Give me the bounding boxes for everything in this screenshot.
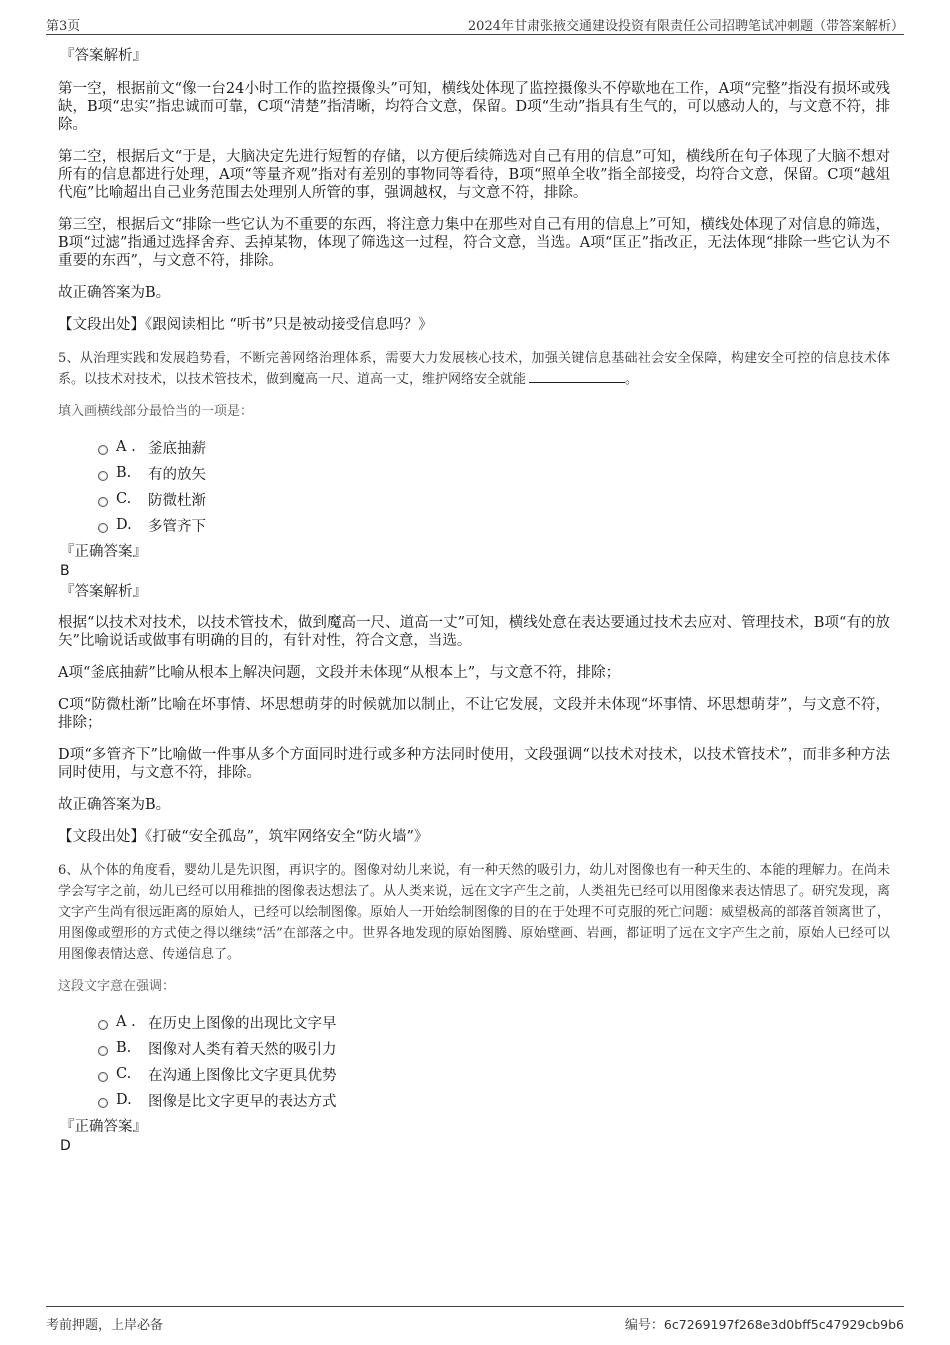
option-c[interactable]	[98, 486, 890, 512]
analysis-paragraph: C项“防微杜渐”比喻在坏事情、坏思想萌芽的时候就加以制止，不让它发展，文段并未体现“坏事情、坏思想萌芽”，与文意不符，排除；	[58, 697, 890, 731]
question-stem: 5、从治理实践和发展趋势看，不断完善网络治理体系，需要大力发展核心技术，加强关键信息基础社会安全保障，构建安全可控的信息技术体系。以技术对技术，以技术管技术，做到魔高一尺、道高一丈，维护网络安全就能	[58, 351, 890, 387]
correct-answer-label: 『正确答案』	[60, 1119, 147, 1135]
code-value: 6c7269197f268e3d0bff5c47929cb9b6	[663, 1317, 904, 1332]
page-content	[58, 46, 890, 1155]
analysis-paragraph: 第一空，根据前文“像一台24小时工作的监控摄像头”可知，横线处体现了监控摄像头不停歇地在工作，A项“完整”指没有损坏或残缺，B项“忠实”指忠诚而可靠，C项“清楚”指清晰，均符合文意，保留。D项“生动”指具有生气的，可以感动人的，与文意不符，排除。	[58, 81, 890, 133]
option-letter: C.	[116, 1066, 132, 1082]
analysis-label: 『答案解析』	[60, 48, 147, 64]
analysis-paragraph: 根据“以技术对技术，以技术管技术，做到魔高一尺、道高一丈”可知，横线处意在表达要通过技术去应对、管理技术，B项“有的放矢”比喻说话或做事有明确的目的，有针对性，符合文意，当选。	[58, 615, 890, 649]
question-prompt: 填入画横线部分最恰当的一项是：	[58, 404, 254, 419]
source-reference: 【文段出处】《跟阅读相比 “听书”只是被动接受信息吗？》	[58, 317, 433, 333]
answer-conclusion: 故正确答案为B。	[58, 797, 171, 813]
option-letter: A .	[116, 439, 136, 455]
option-text: 多管齐下	[148, 518, 206, 535]
correct-answer: B	[60, 563, 70, 579]
option-letter: C.	[116, 491, 132, 507]
option-text: 釜底抽薪	[148, 440, 206, 457]
option-b[interactable]	[98, 1035, 890, 1061]
option-a[interactable]	[98, 1009, 890, 1035]
option-text: 防微杜渐	[148, 492, 206, 509]
option-letter: B.	[116, 465, 132, 481]
page-footer	[46, 1306, 904, 1337]
option-b[interactable]	[98, 460, 890, 486]
option-d[interactable]	[98, 1087, 890, 1113]
correct-answer: D	[60, 1138, 71, 1154]
correct-answer-label: 『正确答案』	[60, 544, 147, 560]
option-letter: D.	[116, 517, 132, 533]
radio-icon[interactable]	[98, 1046, 108, 1056]
option-letter: B.	[116, 1040, 132, 1056]
answer-conclusion: 故正确答案为B。	[58, 285, 171, 301]
option-text: 图像是比文字更早的表达方式	[148, 1093, 337, 1110]
radio-icon[interactable]	[98, 1072, 108, 1082]
analysis-label: 『答案解析』	[60, 584, 147, 600]
code-label: 编号：	[624, 1318, 664, 1333]
radio-icon[interactable]	[98, 497, 108, 507]
radio-icon[interactable]	[98, 471, 108, 481]
footer-slogan: 考前押题，上岸必备	[46, 1318, 164, 1333]
fill-blank	[529, 370, 625, 383]
document-title: 2024年甘肃张掖交通建设投资有限责任公司招聘笔试冲刺题（带答案解析）	[467, 19, 904, 34]
option-text: 有的放矢	[148, 466, 206, 483]
option-c[interactable]	[98, 1061, 890, 1087]
radio-icon[interactable]	[98, 1020, 108, 1030]
document-code	[625, 1314, 904, 1333]
page-header	[46, 12, 904, 35]
option-text: 在历史上图像的出现比文字早	[148, 1015, 337, 1032]
source-reference: 【文段出处】《打破“安全孤岛”，筑牢网络安全“防火墙”》	[58, 829, 429, 845]
page-number: 第3页	[46, 19, 81, 34]
option-text: 图像对人类有着天然的吸引力	[148, 1041, 337, 1058]
analysis-paragraph: 第三空，根据后文“排除一些它认为不重要的东西，将注意力集中在那些对自己有用的信息上”可知，横线处体现了对信息的筛选，B项“过滤”指通过选择舍弃、丢掉某物，体现了筛选这一过程，符合文意，当选。A项“匡正”指改正，无法体现“排除一些它认为不重要的东西”，与文意不符，排除。	[58, 217, 890, 269]
option-letter: A .	[116, 1014, 136, 1030]
analysis-paragraph: A项“釜底抽薪”比喻从根本上解决问题，文段并未体现“从根本上”，与文意不符，排除；	[58, 665, 621, 681]
option-text: 在沟通上图像比文字更具优势	[148, 1067, 337, 1084]
radio-icon[interactable]	[98, 445, 108, 455]
question-text	[58, 348, 890, 390]
question-end-mark: 。	[625, 372, 639, 387]
option-letter: D.	[116, 1092, 132, 1108]
radio-icon[interactable]	[98, 1098, 108, 1108]
question-prompt: 这段文字意在强调：	[58, 979, 176, 994]
option-list	[98, 434, 890, 538]
radio-icon[interactable]	[98, 523, 108, 533]
question-text: 6、从个体的角度看，婴幼儿是先识图，再识字的。图像对幼儿来说，有一种天然的吸引力，幼儿对图像也有一种天生的、本能的理解力。在尚未学会写字之前，幼儿已经可以用稚拙的图像表达想法了。从人类来说，远在文字产生之前，人类祖先已经可以用图像来表达情思了。研究发现，离文字产生尚有很远距离的原始人，已经可以绘制图像。原始人一开始绘制图像的目的在于处理不可克服的死亡问题：威望极高的部落首领离世了，用图像或塑形的方式使之得以继续“活”在部落之中。世界各地发现的原始图腾、原始壁画、岩画，都证明了远在文字产生之前，原始人已经可以用图像表情达意、传递信息了。	[58, 863, 891, 962]
option-list	[98, 1009, 890, 1113]
analysis-paragraph: D项“多管齐下”比喻做一件事从多个方面同时进行或多种方法同时使用，文段强调“以技术对技术，以技术管技术”，而非多种方法同时使用，与文意不符，排除。	[58, 747, 890, 781]
analysis-paragraph: 第二空，根据后文“于是，大脑决定先进行短暂的存储，以方便后续筛选对自己有用的信息”可知，横线所在句子体现了大脑不想对所有的信息都进行处理，A项“等量齐观”指对有差别的事物同等看待，B项“照单全收”指全部接受，均符合文意，保留。C项“越俎代庖”比喻超出自己业务范围去处理别人所管的事，强调越权，与文意不符，排除。	[58, 149, 890, 201]
option-d[interactable]	[98, 512, 890, 538]
option-a[interactable]	[98, 434, 890, 460]
